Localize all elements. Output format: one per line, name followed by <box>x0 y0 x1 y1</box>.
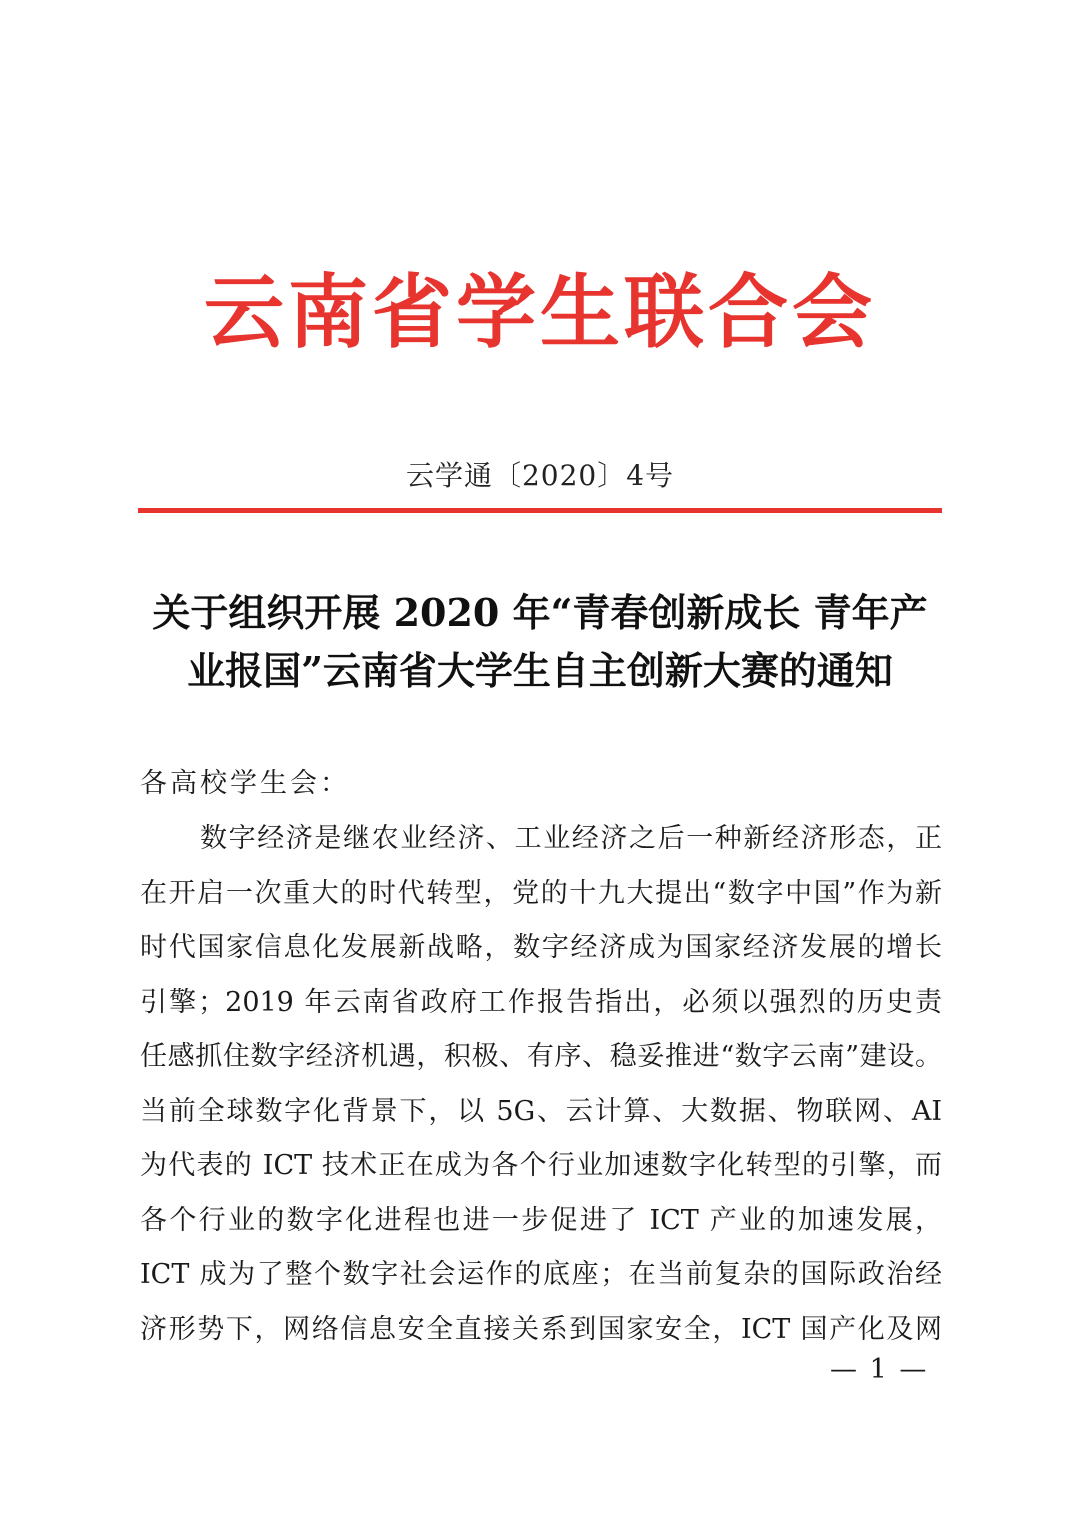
red-divider-line <box>138 508 942 513</box>
body-line: 当前全球数字化背景下，以 5G、云计算、大数据、物联网、AI <box>140 1095 942 1127</box>
title-line: 业报国”云南省大学生自主创新大赛的通知 <box>187 648 893 693</box>
document-title <box>130 584 950 700</box>
body-line: 济形势下，网络信息安全直接关系到国家安全，ICT 国产化及网 <box>140 1313 942 1345</box>
body-line: 引擎；2019 年云南省政府工作报告指出，必须以强烈的历史责 <box>140 986 942 1018</box>
body-line: 各个行业的数字化进程也进一步促进了 ICT 产业的加速发展， <box>140 1204 942 1236</box>
body-line: ICT 成为了整个数字社会运作的底座；在当前复杂的国际政治经 <box>140 1259 942 1290</box>
body-line: 为代表的 ICT 技术正在成为各个行业加速数字化转型的引擎，而 <box>140 1150 942 1181</box>
body-paragraph <box>140 812 942 1357</box>
body-line: 数字经济是继农业经济、工业经济之后一种新经济形态，正 <box>200 823 942 854</box>
title-line: 关于组织开展 2020 年“青春创新成长 青年产 <box>152 590 928 635</box>
body-line: 任感抓住数字经济机遇，积极、有序、稳妥推进“数字云南”建设。 <box>140 1041 942 1072</box>
body-line: 在开启一次重大的时代转型，党的十九大提出“数字中国”作为新 <box>140 877 942 909</box>
salutation: 各高校学生会： <box>140 768 350 799</box>
page-number: — 1 — <box>830 1354 929 1385</box>
body-line: 时代国家信息化发展新战略，数字经济成为国家经济发展的增长 <box>140 932 942 963</box>
organization-header: 云南省学生联合会 <box>204 265 876 359</box>
document-number: 云学通〔2020〕4号 <box>405 459 675 492</box>
